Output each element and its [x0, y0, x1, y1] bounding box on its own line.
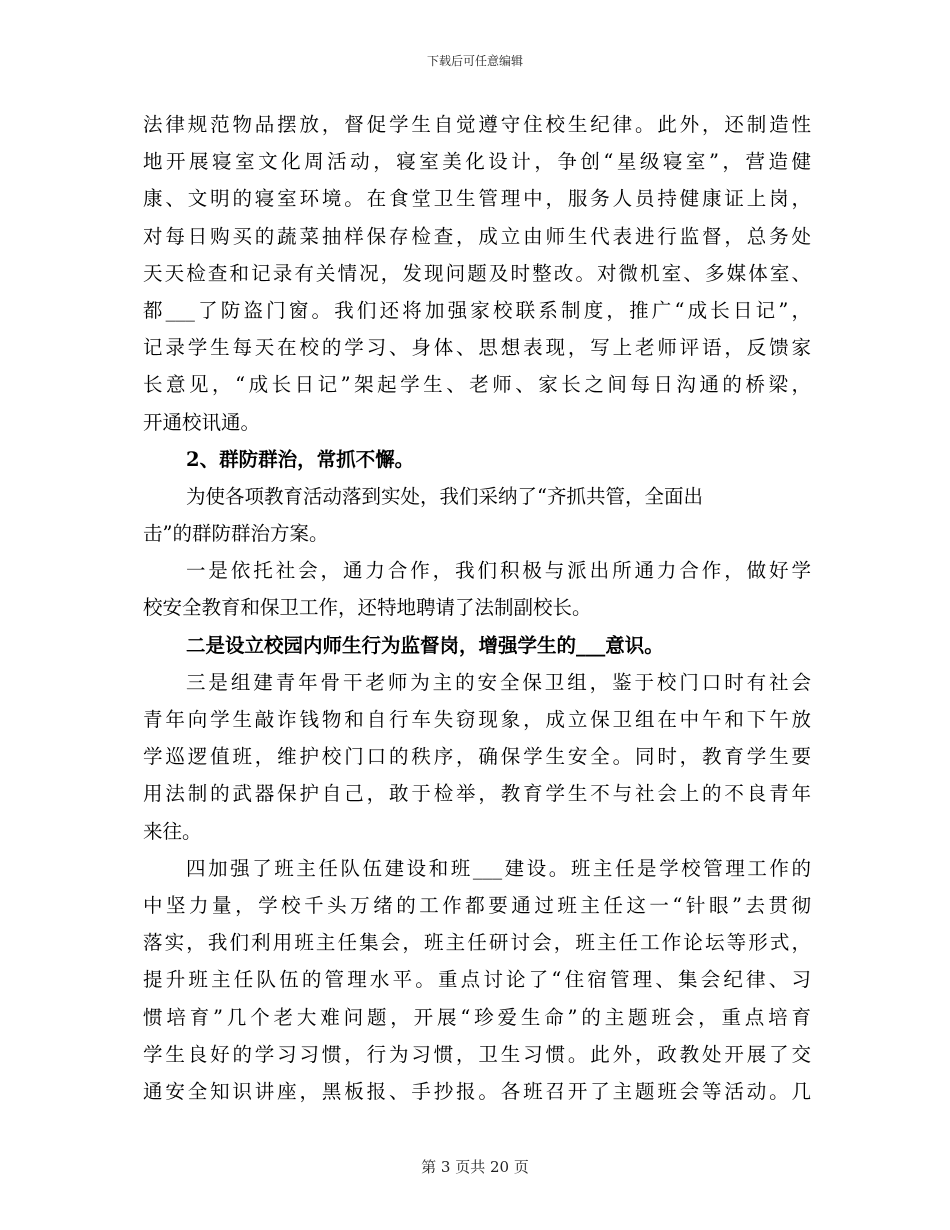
text-line: 落实，我们利用班主任集会，班主任研讨会，班主任工作论坛等形式， [143, 931, 811, 955]
text-line: 用法制的武器保护自己，敢于检举，教育学生不与社会上的不良青年 [143, 782, 811, 806]
text-line: 惯培育”几个老大难问题，开展“珍爱生命”的主题班会，重点培育 [143, 1005, 811, 1029]
text-line: 为使各项教育活动落到实处，我们采纳了“齐抓共管，全面出 [186, 484, 703, 508]
text-line: 学巡逻值班，维护校门口的秩序，确保学生安全。同时，教育学生要 [143, 745, 811, 769]
text-line: 天天检查和记录有关情况，发现问题及时整改。对微机室、多媒体室、 [143, 261, 811, 285]
text-line: 通安全知识讲座，黑板报、手抄报。各班召开了主题班会等活动。几 [143, 1079, 811, 1103]
text-line: 长意见，“成长日记”架起学生、老师、家长之间每日沟通的桥梁， [143, 373, 811, 397]
text-line: 法律规范物品摆放，督促学生自觉遵守住校生纪律。此外，还制造性 [143, 113, 811, 136]
section-heading: 2、群防群治，常抓不懈。 [186, 447, 415, 471]
text-line: 对每日购买的蔬菜抽样保存检查，成立由师生代表进行监督，总务处 [143, 224, 811, 248]
text-line: 学生良好的学习习惯，行为习惯，卫生习惯。此外，政教处开展了交 [143, 1042, 811, 1066]
text-line: 地开展寝室文化周活动，寝室美化设计，争创“星级寝室”，营造健 [143, 150, 811, 174]
text-line: 开通校讯通。 [143, 410, 261, 434]
text-line: 一是依托社会，通力合作，我们积极与派出所通力合作，做好学 [186, 559, 811, 583]
text-line: 提升班主任队伍的管理水平。重点讨论了“住宿管理、集会纪律、习 [143, 968, 811, 992]
text-line: 四加强了班主任队伍建设和班___建设。班主任是学校管理工作的 [186, 856, 811, 880]
text-line: 中坚力量，学校千头万绪的工作都要通过班主任这一“针眼”去贯彻 [143, 893, 811, 917]
page-footer: 第 3 页共 20 页 [421, 1158, 529, 1176]
document-body [143, 106, 811, 1110]
text-line: 都___了防盗门窗。我们还将加强家校联系制度，推广“成长日记”， [143, 298, 811, 322]
text-line: 校安全教育和保卫工作，还特地聘请了法制副校长。 [143, 596, 592, 620]
text-line: 康、文明的寝室环境。在食堂卫生管理中，服务人员持健康证上岗， [143, 187, 811, 211]
text-line: 记录学生每天在校的学习、身体、思想表现，写上老师评语，反馈家 [143, 336, 811, 360]
text-line: 来往。 [143, 819, 202, 843]
text-line: 三是组建青年骨干老师为主的安全保卫组，鉴于校门口时有社会 [186, 670, 811, 694]
text-line: 击”的群防群治方案。 [143, 522, 329, 546]
bold-paragraph: 二是设立校园内师生行为监督岗，增强学生的___意识。 [186, 633, 664, 657]
page-header: 下载后可任意编辑 [426, 54, 523, 68]
text-line: 青年向学生敲诈钱物和自行车失窃现象，成立保卫组在中午和下午放 [143, 708, 811, 731]
